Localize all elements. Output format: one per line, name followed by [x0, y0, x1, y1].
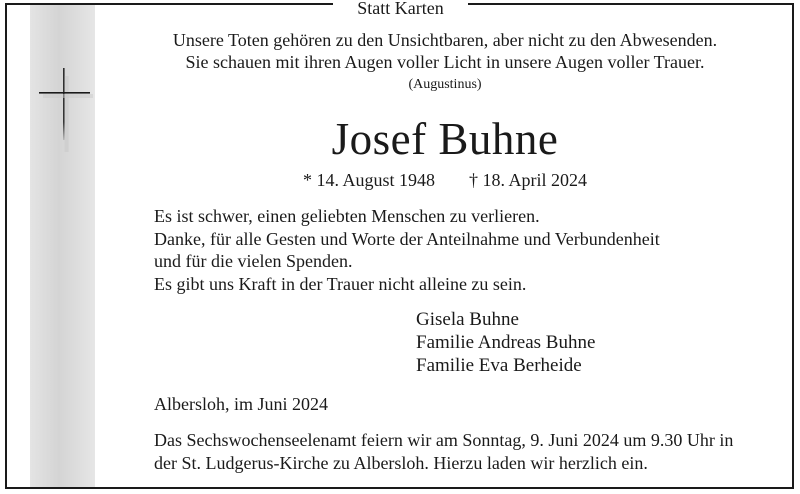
- service-announcement: [154, 429, 733, 474]
- deceased-name: Josef Buhne: [331, 114, 559, 164]
- birth-date: * 14. August 1948: [303, 170, 436, 190]
- message-line: Es gibt uns Kraft in der Trauer nicht alleine zu sein.: [154, 273, 527, 294]
- quote-attribution: (Augustinus): [408, 77, 482, 92]
- cross-icon: [37, 68, 93, 154]
- signer-name: Familie Andreas Buhne: [416, 332, 596, 353]
- header-label: Statt Karten: [333, 0, 468, 20]
- footer-line: der St. Ludgerus-Kirche zu Albersloh. Hierzu laden wir herzlich ein.: [154, 452, 648, 473]
- quote: [95, 29, 795, 73]
- footer-line: Das Sechswochenseelenamt feiern wir am Sonntag, 9. Juni 2024 um 9.30 Uhr in: [154, 430, 734, 450]
- message-line: und für die vielen Spenden.: [154, 251, 353, 271]
- death-date: † 18. April 2024: [469, 170, 588, 190]
- quote-line: Sie schauen mit ihren Augen voller Licht in unsere Augen voller Trauer.: [185, 52, 705, 72]
- message-line: Danke, für alle Gesten und Worte der Anteilnahme und Verbundenheit: [154, 228, 660, 249]
- signers: [416, 308, 595, 377]
- place-date: Albersloh, im Juni 2024: [154, 394, 328, 414]
- thanks-message: [154, 205, 660, 295]
- message-line: Es ist schwer, einen geliebten Menschen zu verlieren.: [154, 206, 540, 226]
- signer-name: Familie Eva Berheide: [416, 355, 582, 376]
- frame-top-border-right: [468, 3, 794, 5]
- signer-name: Gisela Buhne: [416, 309, 519, 330]
- quote-line: Unsere Toten gehören zu den Unsichtbaren, aber nicht zu den Abwesenden.: [172, 30, 718, 50]
